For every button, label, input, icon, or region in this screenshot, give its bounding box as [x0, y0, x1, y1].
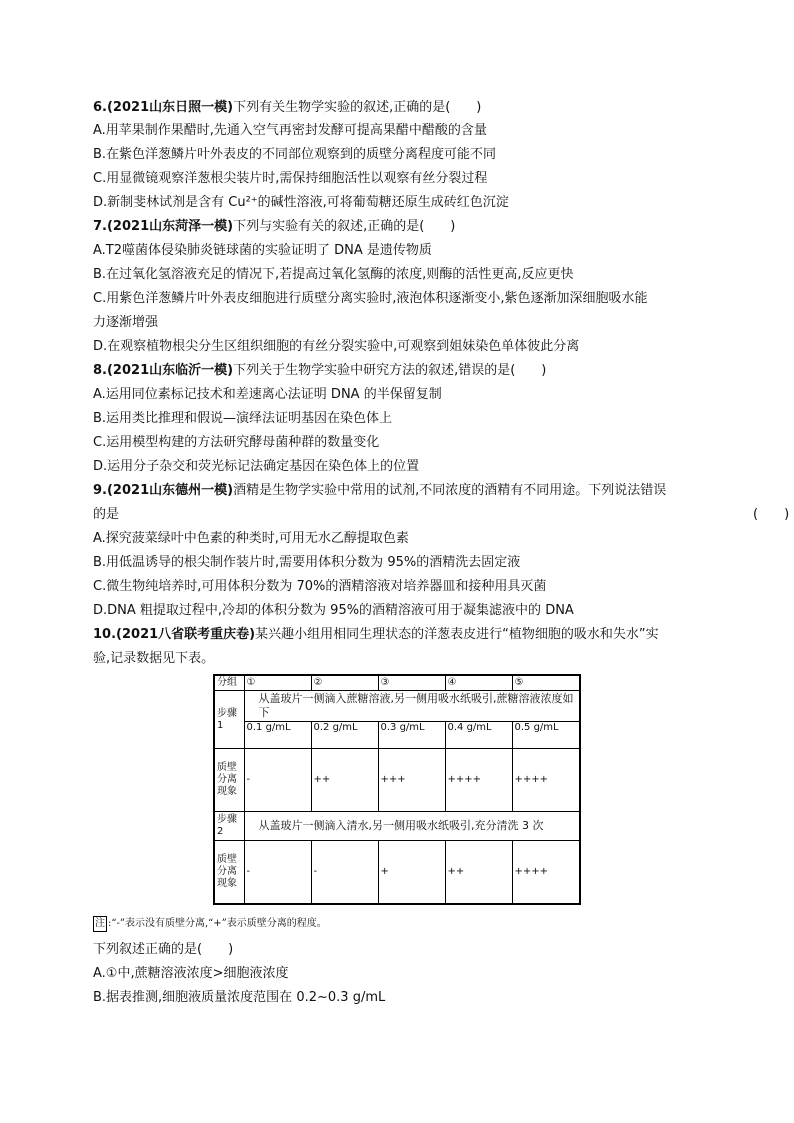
observation-cell: -	[244, 841, 311, 905]
option-b: B.在紫色洋葱鳞片叶外表皮的不同部位观察到的质壁分离程度可能不同	[93, 147, 497, 162]
concentration-cell: 0.3 g/mL	[378, 722, 445, 749]
concentration-cell: 0.2 g/mL	[311, 722, 378, 749]
option-b: B.运用类比推理和假说—演绎法证明基因在染色体上	[93, 411, 393, 426]
question-7-stem	[93, 219, 713, 235]
option-a: A.用苹果制作果醋时,先通入空气再密封发酵可提高果醋中醋酸的含量	[93, 123, 487, 138]
question-9-stem-continued	[93, 507, 790, 523]
question-source: .(2021山东德州一模)	[102, 483, 234, 498]
question-text: 某兴趣小组用相同生理状态的洋葱表皮进行“植物细胞的吸水和失水”实	[255, 627, 659, 642]
table-header-row	[214, 675, 580, 691]
option-c: C.用紫色洋葱鳞片叶外表皮细胞进行质壁分离实验时,液泡体积逐渐变小,紫色逐渐加深细胞吸水能	[93, 291, 648, 306]
observation-label-cell: 质壁分离现象	[214, 749, 244, 812]
table-row	[214, 841, 580, 905]
question-number: 10	[93, 627, 112, 642]
question-source: .(2021山东临沂一模)	[102, 363, 234, 378]
question-source: .(2021八省联考重庆卷)	[111, 627, 256, 642]
step2-label-cell: 步骤2	[214, 812, 244, 841]
group-header-cell: ③	[378, 675, 445, 691]
question-text: 下列关于生物学实验中研究方法的叙述,错误的是( )	[233, 363, 547, 378]
group-header-cell: ②	[311, 675, 378, 691]
question-text: 下列有关生物学实验的叙述,正确的是( )	[233, 100, 482, 115]
table-row	[214, 722, 580, 749]
question-10-stem	[93, 627, 713, 643]
question-source: .(2021山东日照一模)	[102, 100, 234, 115]
table-row	[214, 812, 580, 841]
step1-description-cell: 从盖玻片一侧滴入蔗糖溶液,另一侧用吸水纸吸引,蔗糖溶液浓度如下	[244, 691, 580, 722]
note-tag: 注	[93, 916, 107, 932]
question-6-stem	[93, 100, 713, 116]
observation-cell: ++++	[445, 749, 512, 812]
concentration-cell: 0.4 g/mL	[445, 722, 512, 749]
observation-cell: +	[378, 841, 445, 905]
option-a: A.T2噬菌体侵染肺炎链球菌的实验证明了 DNA 是遗传物质	[93, 243, 432, 258]
option-c: C.微生物纯培养时,可用体积分数为 70%的酒精溶液对培养器皿和接种用具灭菌	[93, 579, 547, 594]
question-source: .(2021山东菏泽一模)	[102, 219, 234, 234]
observation-cell: -	[311, 841, 378, 905]
answer-blank: ( )	[753, 507, 790, 522]
option-a: A.①中,蔗糖溶液浓度>细胞液浓度	[93, 966, 289, 981]
observation-cell: ++	[311, 749, 378, 812]
question-text: 的是	[93, 507, 120, 522]
option-d: D.在观察植物根尖分生区组织细胞的有丝分裂实验中,可观察到姐妹染色单体彼此分离	[93, 339, 580, 354]
question-number: 6	[93, 100, 103, 115]
observation-cell: ++	[445, 841, 512, 905]
table-row	[214, 691, 580, 722]
question-text: 酒精是生物学实验中常用的试剂,不同浓度的酒精有不同用途。下列说法错误	[233, 483, 667, 498]
option-c: C.用显微镜观察洋葱根尖装片时,需保持细胞活性以观察有丝分裂过程	[93, 171, 488, 186]
option-d: D.DNA 粗提取过程中,冷却的体积分数为 95%的酒精溶液可用于凝集滤液中的 DNA	[93, 603, 574, 618]
option-d: D.运用分子杂交和荧光标记法确定基因在染色体上的位置	[93, 459, 420, 474]
option-b: B.据表推测,细胞液质量浓度范围在 0.2~0.3 g/mL	[93, 990, 386, 1005]
step2-description-cell: 从盖玻片一侧滴入清水,另一侧用吸水纸吸引,充分清洗 3 次	[244, 812, 580, 841]
option-d: D.新制斐林试剂是含有 Cu²⁺的碱性溶液,可将葡萄糖还原生成砖红色沉淀	[93, 195, 509, 210]
concentration-cell: 0.1 g/mL	[244, 722, 311, 749]
table-row	[214, 749, 580, 812]
option-c: C.运用模型构建的方法研究酵母菌种群的数量变化	[93, 435, 380, 450]
group-header-cell: ⑤	[512, 675, 580, 691]
question-10-stem-continued: 验,记录数据见下表。	[93, 651, 215, 666]
observation-cell: ++++	[512, 749, 580, 812]
question-number: 9	[93, 483, 103, 498]
observation-cell: ++++	[512, 841, 580, 905]
step1-label-cell: 步骤1	[214, 691, 244, 749]
concentration-cell: 0.5 g/mL	[512, 722, 580, 749]
group-header-cell: ④	[445, 675, 512, 691]
observation-cell: +++	[378, 749, 445, 812]
group-label-cell: 分组	[214, 675, 244, 691]
option-b: B.在过氧化氢溶液充足的情况下,若提高过氧化氢酶的浓度,则酶的活性更高,反应更快	[93, 267, 574, 282]
question-9-stem	[93, 483, 713, 499]
option-b: B.用低温诱导的根尖制作装片时,需要用体积分数为 95%的酒精洗去固定液	[93, 555, 521, 570]
question-10-prompt: 下列叙述正确的是( )	[93, 942, 234, 957]
question-number: 7	[93, 219, 103, 234]
question-8-stem	[93, 363, 713, 379]
table-note	[93, 916, 327, 932]
option-a: A.探究菠菜绿叶中色素的种类时,可用无水乙醇提取色素	[93, 531, 409, 546]
option-a: A.运用同位素标记技术和差速离心法证明 DNA 的半保留复制	[93, 387, 442, 402]
experiment-table	[213, 674, 581, 905]
observation-cell: -	[244, 749, 311, 812]
question-text: 下列与实验有关的叙述,正确的是( )	[233, 219, 456, 234]
note-text: :“-”表示没有质壁分离,“+”表示质壁分离的程度。	[108, 918, 327, 929]
question-number: 8	[93, 363, 103, 378]
option-c-continued: 力逐渐增强	[93, 315, 159, 330]
group-header-cell: ①	[244, 675, 311, 691]
observation-label-cell: 质壁分离现象	[214, 841, 244, 905]
